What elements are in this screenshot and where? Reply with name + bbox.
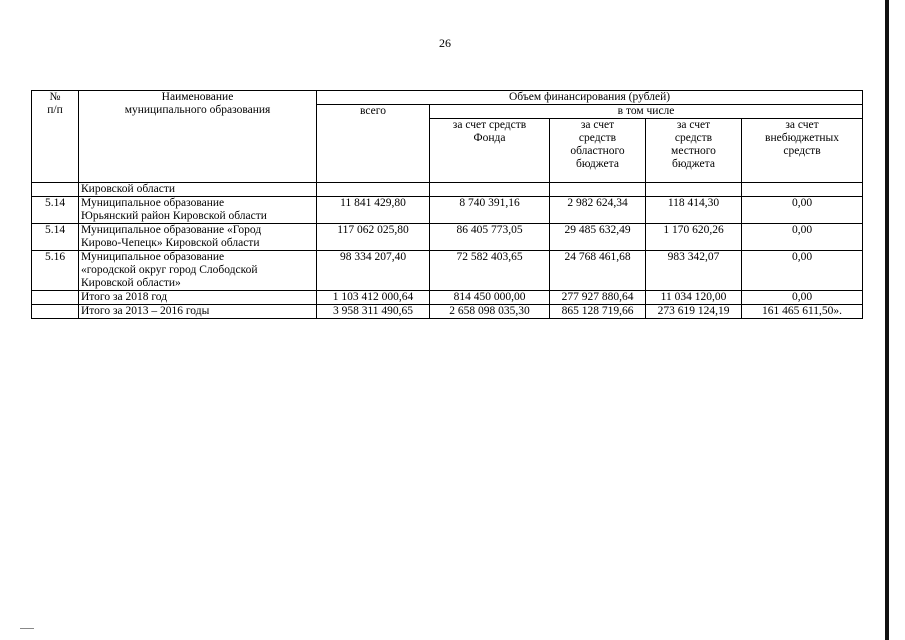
continuation-text: Кировской области — [79, 183, 317, 197]
row-number: 5.14 — [32, 224, 79, 251]
header-number: № п/п — [32, 91, 79, 183]
header-row-1 — [32, 91, 863, 105]
row-regional: 2 982 624,34 — [550, 197, 646, 224]
total-regional: 865 128 719,66 — [550, 305, 646, 319]
header-name: Наименование муниципального образования — [79, 91, 317, 183]
scan-mark — [20, 628, 34, 629]
row-name: Муниципальное образование «Город Кирово-Чепецк» Кировской области — [79, 224, 317, 251]
row-fund: 86 405 773,05 — [430, 224, 550, 251]
total-row-2013-2016 — [32, 305, 863, 319]
financing-table — [31, 90, 863, 319]
header-funding: Объем финансирования (рублей) — [317, 91, 863, 105]
table-row — [32, 251, 863, 291]
total-regional: 277 927 880,64 — [550, 291, 646, 305]
continuation-row — [32, 183, 863, 197]
row-fund: 8 740 391,16 — [430, 197, 550, 224]
row-regional: 24 768 461,68 — [550, 251, 646, 291]
table-row — [32, 224, 863, 251]
header-including: в том числе — [430, 105, 863, 119]
total-fund: 2 658 098 035,30 — [430, 305, 550, 319]
row-name: Муниципальное образование Юрьянский район Кировской области — [79, 197, 317, 224]
total-label: Итого за 2018 год — [79, 291, 317, 305]
row-local: 1 170 620,26 — [646, 224, 742, 251]
row-total: 117 062 025,80 — [317, 224, 430, 251]
row-local: 983 342,07 — [646, 251, 742, 291]
header-total: всего — [317, 105, 430, 183]
row-number: 5.14 — [32, 197, 79, 224]
row-total: 11 841 429,80 — [317, 197, 430, 224]
table-row — [32, 197, 863, 224]
total-label: Итого за 2013 – 2016 годы — [79, 305, 317, 319]
row-extra: 0,00 — [742, 197, 863, 224]
total-extra: 0,00 — [742, 291, 863, 305]
total-local: 273 619 124,19 — [646, 305, 742, 319]
scan-edge-line — [885, 0, 889, 640]
total-extra: 161 465 611,50». — [742, 305, 863, 319]
row-local: 118 414,30 — [646, 197, 742, 224]
header-local: за счет средств местного бюджета — [646, 119, 742, 183]
row-total: 98 334 207,40 — [317, 251, 430, 291]
row-regional: 29 485 632,49 — [550, 224, 646, 251]
total-all: 1 103 412 000,64 — [317, 291, 430, 305]
page-number: 26 — [439, 36, 451, 50]
header-regional: за счет средств областного бюджета — [550, 119, 646, 183]
row-extra: 0,00 — [742, 224, 863, 251]
row-name: Муниципальное образование «городской округ город Слободской Кировской области» — [79, 251, 317, 291]
total-local: 11 034 120,00 — [646, 291, 742, 305]
row-fund: 72 582 403,65 — [430, 251, 550, 291]
total-all: 3 958 311 490,65 — [317, 305, 430, 319]
total-row-2018 — [32, 291, 863, 305]
total-fund: 814 450 000,00 — [430, 291, 550, 305]
header-fund: за счет средств Фонда — [430, 119, 550, 183]
row-number: 5.16 — [32, 251, 79, 291]
row-extra: 0,00 — [742, 251, 863, 291]
header-extrabudgetary: за счет внебюджетных средств — [742, 119, 863, 183]
